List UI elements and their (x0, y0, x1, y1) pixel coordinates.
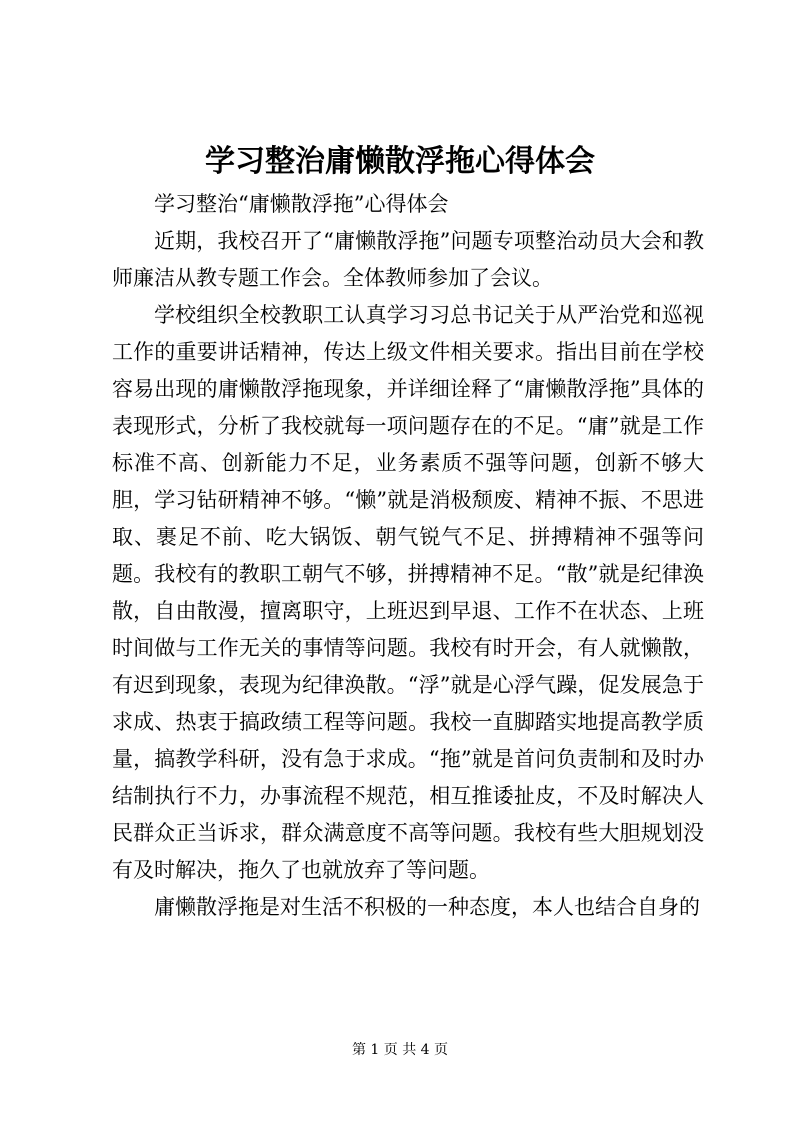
paragraph-continuation: 庸懒散浮拖是对生活不积极的一种态度，本人也结合自身的 (154, 895, 700, 919)
document-title: 学习整治庸懒散浮拖心得体会 (205, 144, 595, 179)
page-footer: 第 1 页 共 4 页 (351, 1042, 449, 1058)
paragraph-main: 学校组织全校教职工认真学习习总书记关于从严治党和巡视工作的重要讲话精神，传达上级文件相关要求。指出目前在学校容易出现的庸懒散浮拖现象，并详细诠释了“庸懒散浮拖”具体的表现形式，分析了我校就每一项问题存在的不足。“庸”就是工作标准不高、创新能力不足，业务素质不强等问题，创新不够大胆，学习钻研精神不够。“懒”就是消极颓废、精神不振、不思进取、裹足不前、吃大锅饭、朝气锐气不足、拼搏精神不强等问题。我校有的教职工朝气不够，拼搏精神不足。“散”就是纪律涣散，自由散漫，擅离职守，上班迟到早退、工作不在状态、上班时间做与工作无关的事情等问题。我校有时开会，有人就懒散，有迟到现象，表现为纪律涣散。“浮”就是心浮气躁，促发展急于求成、热衷于搞政绩工程等问题。我校一直脚踏实地提高教学质量，搞教学科研，没有急于求成。“拖”就是首问负责制和及时办结制执行不力，办事流程不规范，相互推诿扯皮，不及时解决人民群众正当诉求，群众满意度不高等问题。我校有些大胆规划没有及时解决，拖久了也就放弃了等问题。 (112, 303, 704, 882)
document-body (112, 186, 704, 926)
paragraph-subtitle: 学习整治“庸懒散浮拖”心得体会 (154, 192, 449, 216)
paragraph-intro: 近期，我校召开了“庸懒散浮拖”问题专项整治动员大会和教师廉洁从教专题工作会。全体教师参加了会议。 (112, 229, 704, 290)
